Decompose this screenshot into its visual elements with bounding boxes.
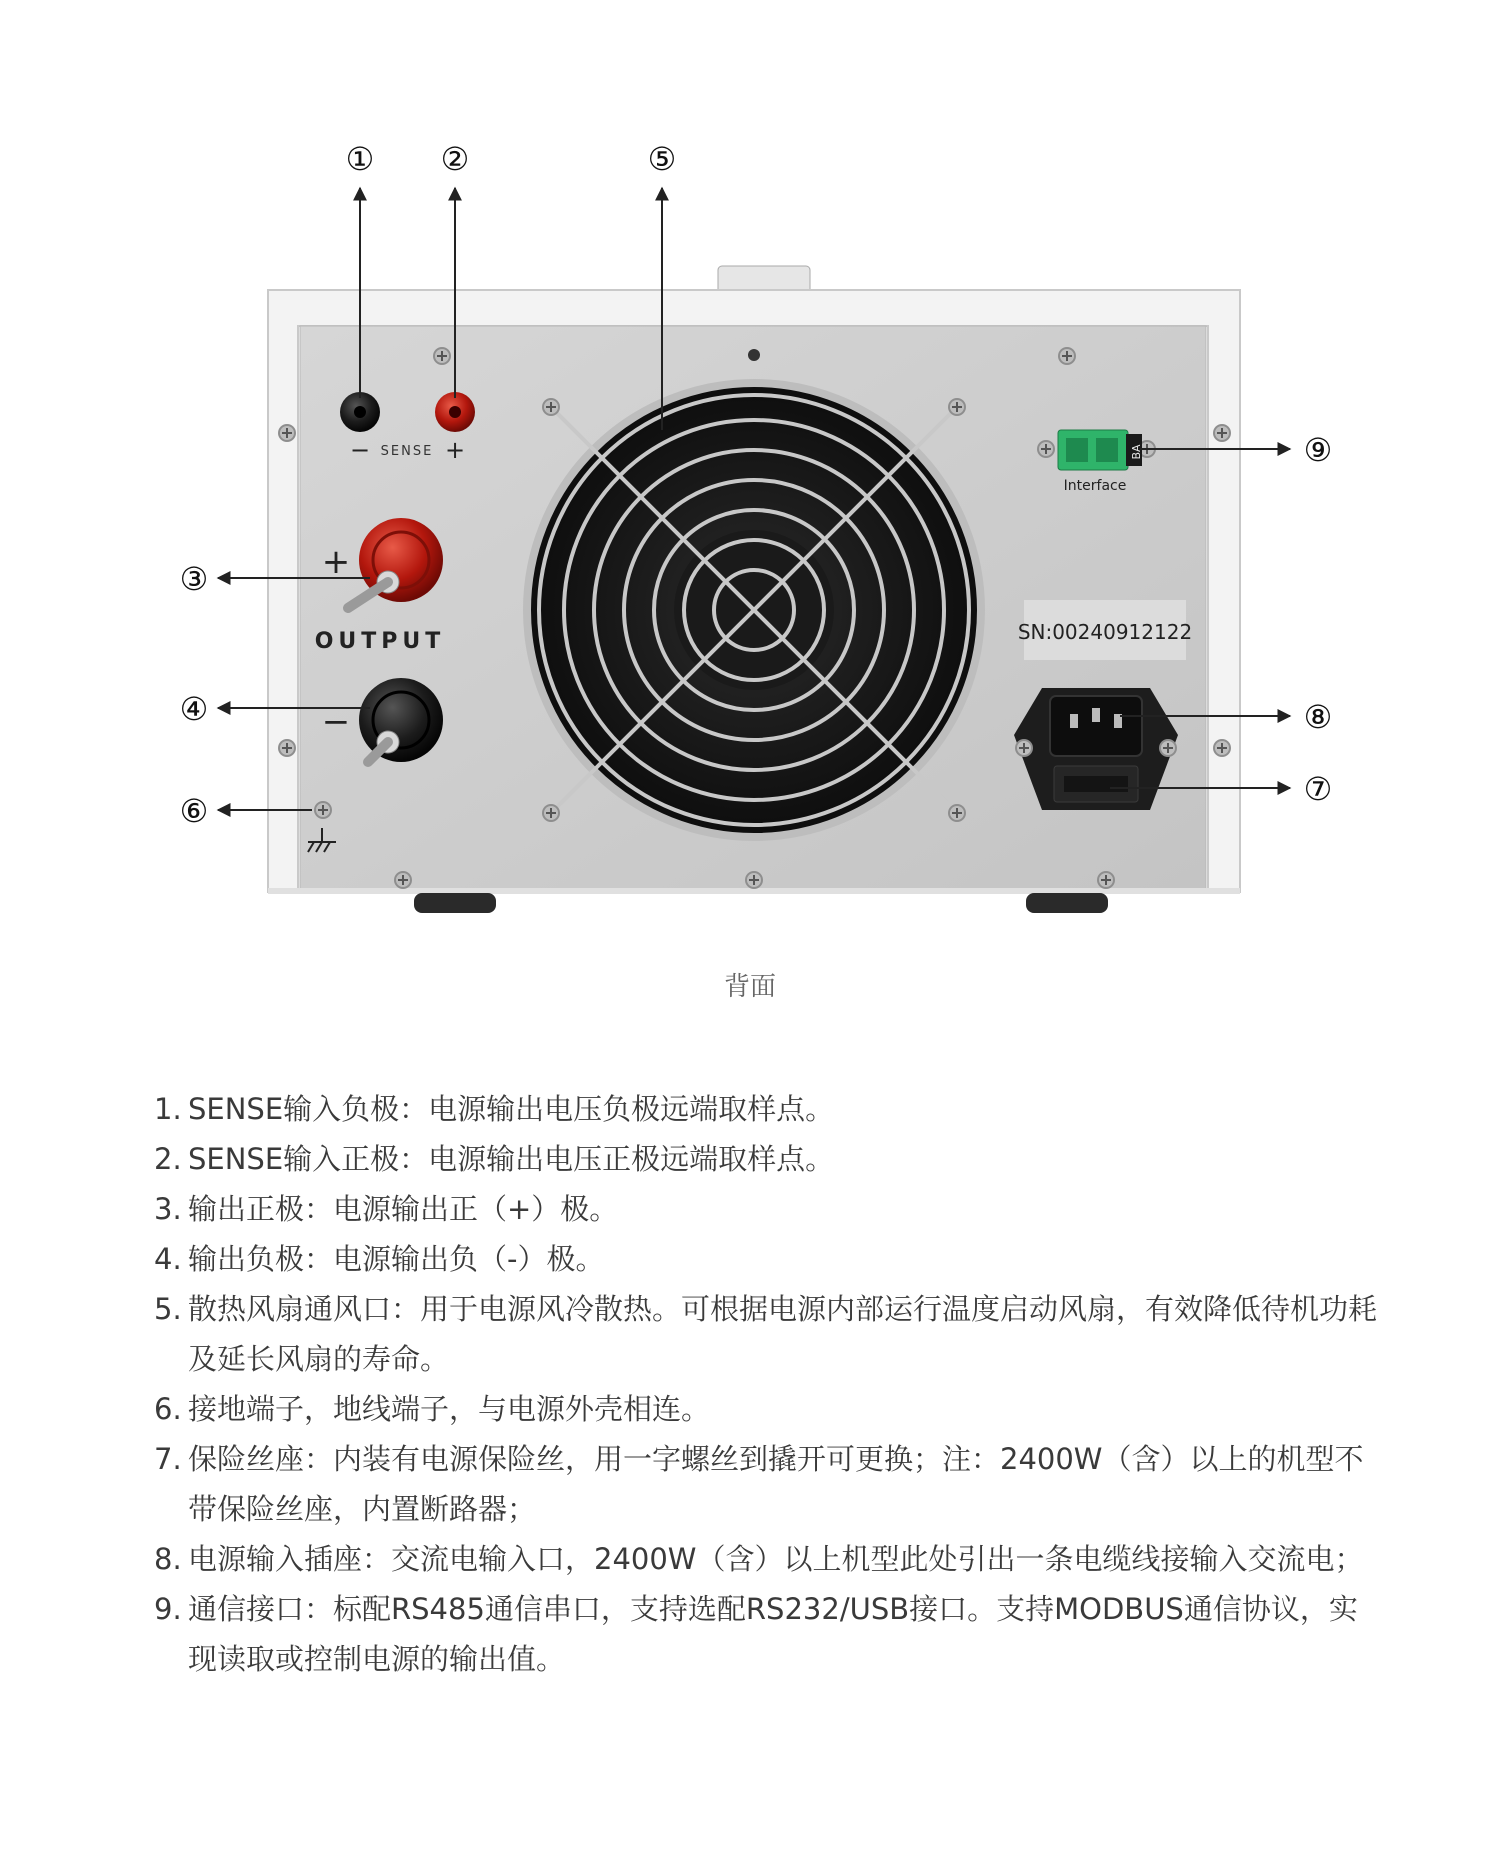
- item-text: SENSE输入正极：电源输出电压正极远端取样点。: [188, 1142, 835, 1176]
- serial-number: SN:00240912122: [1017, 620, 1193, 644]
- panel-hole: [748, 349, 760, 361]
- output-minus-sign: −: [321, 702, 351, 742]
- interface-pins-label: BA: [1130, 444, 1143, 460]
- item-text: 散热风扇通风口：用于电源风冷散热。可根据电源内部运行温度启动风扇，有效降低待机功耗及延长风扇的寿命。: [188, 1292, 1378, 1376]
- item-number: 8.: [154, 1542, 182, 1576]
- item-text: 输出正极：电源输出正（+）极。: [188, 1192, 619, 1226]
- item-text: 接地端子，地线端子，与电源外壳相连。: [188, 1392, 711, 1426]
- list-item: [154, 1084, 1384, 1134]
- marker-9: ⑨: [1303, 431, 1333, 469]
- item-number: 9.: [154, 1592, 182, 1626]
- item-number: 3.: [154, 1192, 182, 1226]
- marker-2: ②: [440, 140, 470, 178]
- list-item: [154, 1434, 1384, 1534]
- sense-plus-sign: +: [444, 436, 466, 464]
- item-text: SENSE输入负极：电源输出电压负极远端取样点。: [188, 1092, 835, 1126]
- item-number: 7.: [154, 1442, 182, 1476]
- item-number: 2.: [154, 1142, 182, 1176]
- output-negative-terminal: [359, 678, 443, 762]
- item-text: 电源输入插座：交流电输入口，2400W（含）以上机型此处引出一条电缆线接输入交流电；: [188, 1542, 1364, 1576]
- list-item: [154, 1234, 1384, 1284]
- interface-label: Interface: [1063, 478, 1127, 494]
- foot-left: [414, 893, 496, 913]
- marker-7: ⑦: [1303, 770, 1333, 808]
- marker-1: ①: [345, 140, 375, 178]
- item-number: 5.: [154, 1292, 182, 1326]
- list-item: [154, 1134, 1384, 1184]
- list-item: [154, 1184, 1384, 1234]
- marker-6: ⑥: [179, 792, 209, 830]
- list-item: [154, 1584, 1384, 1684]
- sense-label: SENSE: [380, 444, 434, 459]
- item-number: 6.: [154, 1392, 182, 1426]
- item-text: 通信接口：标配RS485通信串口，支持选配RS232/USB接口。支持MODBUS通信协议，实现读取或控制电源的输出值。: [188, 1592, 1358, 1676]
- output-plus-sign: +: [321, 542, 351, 582]
- marker-5: ⑤: [647, 140, 677, 178]
- description-list: [154, 1084, 1384, 1684]
- list-item: [154, 1534, 1384, 1584]
- marker-8: ⑧: [1303, 698, 1333, 736]
- figure-caption: 背面: [723, 972, 776, 1002]
- foot-right: [1026, 893, 1108, 913]
- output-label: OUTPUT: [314, 629, 446, 654]
- item-number: 1.: [154, 1092, 182, 1126]
- marker-4: ④: [179, 690, 209, 728]
- item-text: 输出负极：电源输出负（-）极。: [188, 1242, 605, 1276]
- item-text: 保险丝座：内装有电源保险丝，用一字螺丝到撬开可更换；注：2400W（含）以上的机型不带保险丝座，内置断路器；: [188, 1442, 1364, 1526]
- list-item: [154, 1384, 1384, 1434]
- sense-minus-sign: −: [349, 436, 371, 464]
- fuse-holder: [1054, 766, 1138, 802]
- item-number: 4.: [154, 1242, 182, 1276]
- cooling-fan: [527, 383, 981, 837]
- list-item: [154, 1284, 1384, 1384]
- marker-3: ③: [179, 560, 209, 598]
